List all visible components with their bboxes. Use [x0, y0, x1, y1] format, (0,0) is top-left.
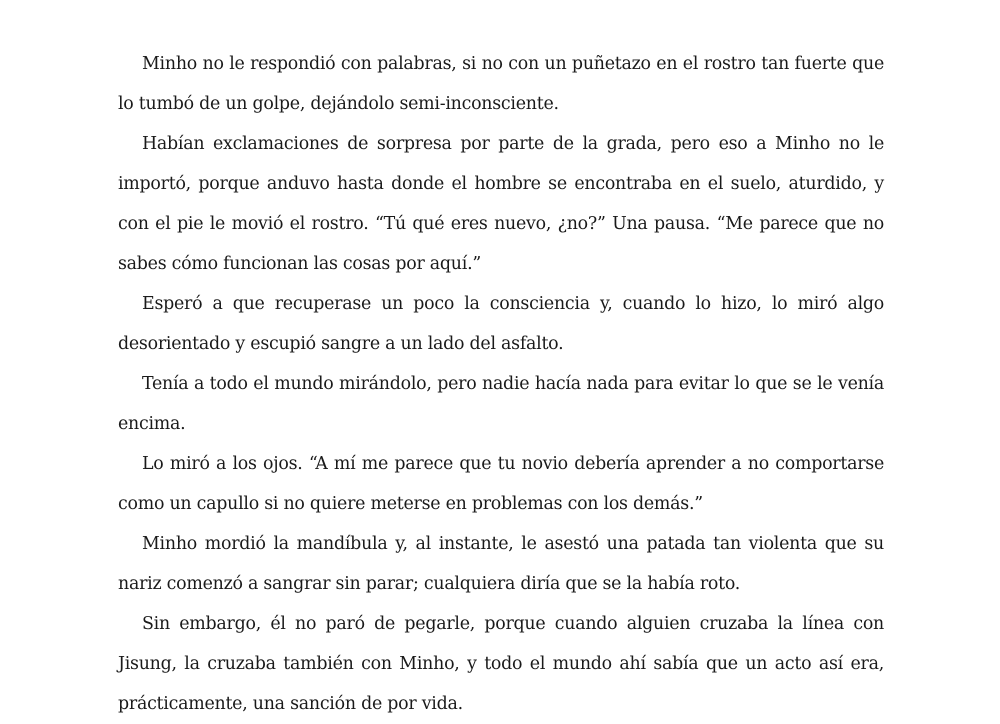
paragraph-6: Minho mordió la mandíbula y, al instante, le asestó una patada tan violenta que su nariz comenzó a sangrar sin parar; cualquiera diría que se la había roto.: [118, 534, 884, 594]
paragraph-4: Tenía a todo el mundo mirándolo, pero nadie hacía nada para evitar lo que se le venía encima.: [118, 374, 884, 434]
paragraph-3: Esperó a que recuperase un poco la consciencia y, cuando lo hizo, lo miró algo desorientado y escupió sangre a un lado del asfalto.: [118, 294, 884, 354]
document-page: [118, 44, 884, 724]
paragraph-2: Habían exclamaciones de sorpresa por parte de la grada, pero eso a Minho no le importó, porque anduvo hasta donde el hombre se encontraba en el suelo, aturdido, y con el pie le movió el rostro. “Tú qué eres nuevo, ¿no?” Una pausa. “Me parece que no sabes cómo funcionan las cosas por aquí.”: [118, 134, 884, 274]
paragraph-7: Sin embargo, él no paró de pegarle, porque cuando alguien cruzaba la línea con Jisung, la cruzaba también con Minho, y todo el mundo ahí sabía que un acto así era, prácticamente, una sanción de por vida.: [118, 614, 884, 714]
paragraph-1: Minho no le respondió con palabras, si no con un puñetazo en el rostro tan fuerte que lo tumbó de un golpe, dejándolo semi-inconsciente.: [118, 54, 884, 114]
paragraph-5: Lo miró a los ojos. “A mí me parece que tu novio debería aprender a no comportarse como un capullo si no quiere meterse en problemas con los demás.”: [118, 454, 884, 514]
